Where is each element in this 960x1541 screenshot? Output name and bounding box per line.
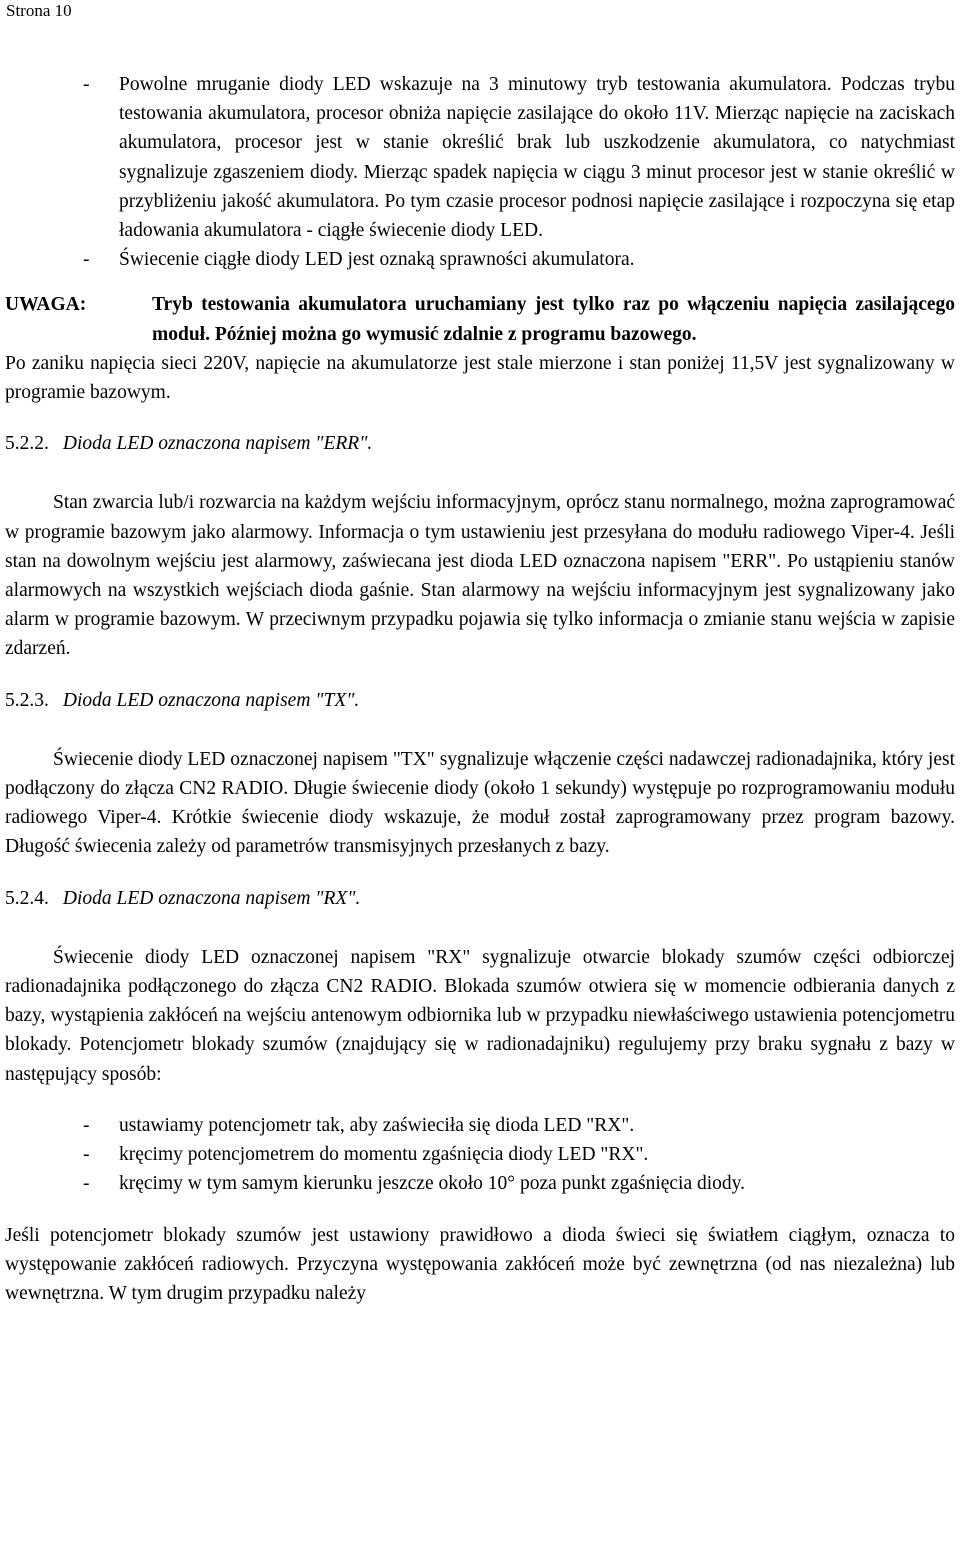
list-item-text: Świecenie ciągłe diody LED jest oznaką sprawności akumulatora.	[119, 249, 635, 271]
paragraph-voltage: Po zaniku napięcia sieci 220V, napięcie na akumulatorze jest stale mierzone i stan poniżej 11,5V jest sygnalizowany w programie bazowym.	[5, 352, 955, 404]
section-heading	[5, 686, 955, 715]
step-item	[5, 1169, 955, 1198]
step-text: kręcimy potencjometrem do momentu zgaśnięcia diody LED "RX".	[119, 1144, 649, 1166]
section-heading	[5, 884, 955, 913]
dash-marker: -	[83, 74, 90, 95]
step-item	[5, 1140, 955, 1169]
list-item	[5, 70, 955, 245]
dash-marker: -	[83, 249, 90, 271]
section-heading	[5, 429, 955, 458]
closing-paragraph: Jeśli potencjometr blokady szumów jest ustawiony prawidłowo a dioda świeci się światłem ciągłym, oznacza to występowanie zakłóceń radiowych. Przyczyna występowania zakłóceń może być zewnętrzna (od nas niezależna) lub wewnętrzna. W tym drugim przypadku należy	[5, 1224, 955, 1304]
step-text: kręcimy w tym samym kierunku jeszcze około 10° poza punkt zgaśnięcia diody.	[119, 1173, 746, 1195]
warning-label: UWAGA:	[5, 294, 87, 316]
section-number: 5.2.2.	[5, 433, 49, 455]
dash-marker: -	[83, 1114, 90, 1136]
document-body	[5, 70, 955, 1308]
warning-text: Tryb testowania akumulatora uruchamiany jest tylko raz po włączeniu napięcia zasilającego moduł. Później można go wymusić zdalnie z programu bazowego.	[152, 294, 955, 345]
page-number: Strona 10	[6, 1, 72, 20]
step-item	[5, 1111, 955, 1140]
section-body: Świecenie diody LED oznaczonej napisem "TX" sygnalizuje włączenie części nadawczej radionadajnika, który jest podłączony do złącza CN2 RADIO. Długie świecenie diody (około 1 sekundy) występuje po rozprogramowaniu modułu radiowego Viper-4. Krótkie świecenie diody wskazuje, że moduł został zaprogramowany przez program bazowy. Długość świecenia zależy od parametrów transmisyjnych przesłanych z bazy.	[5, 748, 955, 858]
section-title: Dioda LED oznaczona napisem "TX".	[62, 689, 360, 711]
step-text: ustawiamy potencjometr tak, aby zaświeciła się dioda LED "RX".	[119, 1114, 635, 1136]
list-item	[5, 245, 955, 274]
section-title: Dioda LED oznaczona napisem "ERR".	[62, 433, 373, 455]
section-number: 5.2.4.	[5, 887, 49, 909]
list-item-text: Powolne mruganie diody LED wskazuje na 3 minutowy tryb testowania akumulatora. Podczas trybu testowania akumulatora, procesor obniża napięcie zasilające do około 11V. Mierząc napięcie na zaciskach akumulatora, procesor jest w stanie określić brak lub uszkodzenie akumulatora, co natychmiast sygnalizuje zgaszeniem diody. Mierząc spadek napięcia w ciągu 3 minut procesor jest w stanie określić w przybliżeniu jakość akumulatora. Po tym czasie procesor podnosi napięcie zasilające i rozpoczyna się etap ładowania akumulatora - ciągłe świecenie diody LED.	[119, 74, 955, 242]
section-body: Stan zwarcia lub/i rozwarcia na każdym wejściu informacyjnym, oprócz stanu normalnego, można zaprogramować w programie bazowym jako alarmowy. Informacja o tym ustawieniu jest przesyłana do modułu radiowego Viper-4. Jeśli stan na dowolnym wejściu jest alarmowy, zaświecana jest dioda LED oznaczona napisem "ERR". Po ustąpieniu stanów alarmowych na wszystkich wejściach dioda gaśnie. Stan alarmowy na wejściu informacyjnym jest sygnalizowany jako alarm w programie bazowym. W przeciwnym przypadku pojawia się tylko informacja o zmianie stanu wejścia w zapisie zdarzeń.	[5, 492, 955, 660]
warning-note	[5, 290, 955, 348]
section-number: 5.2.3.	[5, 689, 49, 711]
dash-marker: -	[83, 1144, 90, 1166]
dash-marker: -	[83, 1173, 90, 1195]
section-title: Dioda LED oznaczona napisem "RX".	[62, 887, 361, 909]
section-body: Świecenie diody LED oznaczonej napisem "RX" sygnalizuje otwarcie blokady szumów części odbiorczej radionadajnika podłączonego do złącza CN2 RADIO. Blokada szumów otwiera się w momencie odbierania danych z bazy, wystąpienia zakłóceń na wejściu antenowym odbiornika lub w przypadku niewłaściwego ustawienia potencjometru blokady. Potencjometr blokady szumów (znajdujący się w radionadajniku) regulujemy przy braku sygnału z bazy w następujący sposób:	[5, 946, 955, 1085]
